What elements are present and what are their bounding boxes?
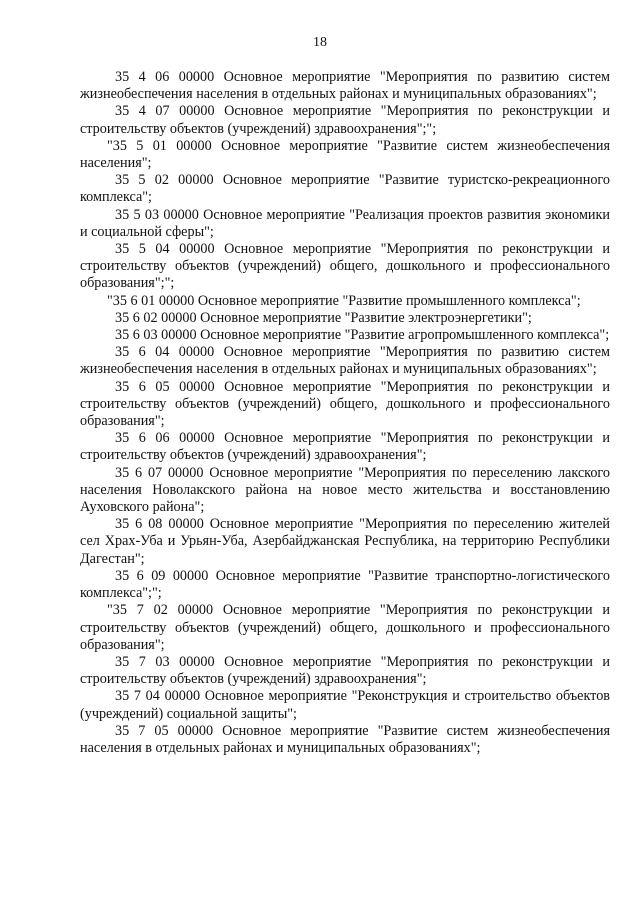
- paragraph: 35 7 04 00000 Основное мероприятие "Реконструкция и строительство объектов (учреждений) социальной защиты";: [80, 688, 610, 722]
- paragraph: 35 5 04 00000 Основное мероприятие "Мероприятия по реконструкции и строительству объектов (учреждений) общего, дошкольного и профессионального образования";";: [80, 241, 610, 292]
- paragraph: "35 7 02 00000 Основное мероприятие "Мероприятия по реконструкции и строительству объектов (учреждений) общего, дошкольного и профессионального образования";: [80, 602, 610, 653]
- paragraph: 35 6 04 00000 Основное мероприятие "Мероприятия по развитию систем жизнеобеспечения населения в отдельных районах и муниципальных образованиях";: [80, 344, 610, 378]
- paragraph: 35 6 03 00000 Основное мероприятие "Развитие агропромышленного комплекса";: [115, 327, 610, 344]
- page-number: 18: [313, 35, 327, 50]
- paragraph: 35 6 06 00000 Основное мероприятие "Мероприятия по реконструкции и строительству объектов (учреждений) здравоохранения";: [80, 430, 610, 464]
- paragraph: 35 6 05 00000 Основное мероприятие "Мероприятия по реконструкции и строительству объектов (учреждений) общего, дошкольного и профессионального образования";: [80, 378, 610, 430]
- paragraph: 35 4 07 00000 Основное мероприятие "Мероприятия по реконструкции и строительству объектов (учреждений) здравоохранения";";: [80, 103, 610, 137]
- paragraph: 35 6 07 00000 Основное мероприятие "Мероприятия по переселению лакского населения Новолакского района на новое место жительства и восстановлению Ауховского района";: [80, 464, 610, 516]
- paragraph: 35 6 09 00000 Основное мероприятие "Развитие транспортно-логистического комплекса";";: [80, 567, 610, 602]
- document-body: [80, 69, 610, 757]
- paragraph: 35 5 02 00000 Основное мероприятие "Развитие туристско-рекреационного комплекса";: [80, 172, 610, 206]
- paragraph: 35 5 03 00000 Основное мероприятие "Реализация проектов развития экономики и социальной сферы";: [80, 206, 610, 240]
- paragraph: 35 6 08 00000 Основное мероприятие "Мероприятия по переселению жителей сел Храх-Уба и Урьян-Уба, Азербайджанская Республика, на территорию Республики Дагестан";: [80, 516, 610, 567]
- paragraph: 35 7 05 00000 Основное мероприятие "Развитие систем жизнеобеспечения населения в отдельных районах и муниципальных образованиях";: [80, 722, 610, 756]
- paragraph: "35 5 01 00000 Основное мероприятие "Развитие систем жизнеобеспечения населения";: [80, 137, 610, 172]
- paragraph: 35 6 02 00000 Основное мероприятие "Развитие электроэнергетики";: [115, 309, 532, 326]
- paragraph: 35 4 06 00000 Основное мероприятие "Мероприятия по развитию систем жизнеобеспечения населения в отдельных районах и муниципальных образованиях";: [80, 69, 610, 103]
- paragraph: "35 6 01 00000 Основное мероприятие "Развитие промышленного комплекса";: [107, 292, 581, 309]
- paragraph: 35 7 03 00000 Основное мероприятие "Мероприятия по реконструкции и строительству объектов (учреждений) здравоохранения";: [80, 653, 610, 688]
